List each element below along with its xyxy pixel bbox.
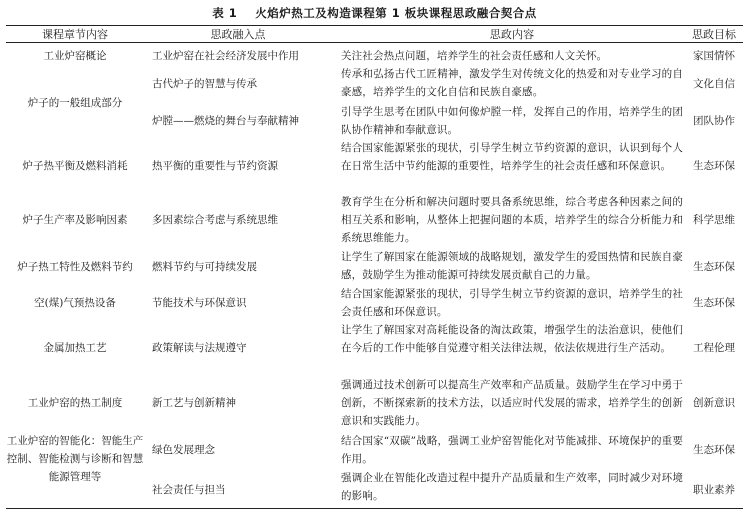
point-cell: 节能技术与环保意识 xyxy=(152,297,247,309)
goal-cell: 生态环保 xyxy=(693,160,735,172)
content-cell: 让学生了解国家对高耗能设备的淘汰政策，增强学生的法治意识，使他们在今后的工作中能够自觉遵守相关法律法规，依法依规进行生产活动。 xyxy=(341,324,683,354)
table-caption xyxy=(0,5,749,21)
goal-cell: 科学思维 xyxy=(693,214,735,226)
chapter-cell: 空(煤)气预热设备 xyxy=(34,297,116,309)
content-cell: 强调通过技术创新可以提高生产效率和产品质量。鼓励学生在学习中勇于创新，不断探索新的技术方法，以适应时代发展的需求，培养学生的创新意识和实践能力。 xyxy=(341,379,683,427)
point-cell: 古代炉子的智慧与传承 xyxy=(152,78,257,90)
header-rule xyxy=(6,42,743,43)
content-cell: 传承和弘扬古代工匠精神，激发学生对传统文化的热爱和对专业学习的自豪感，培养学生的文化自信和民族自豪感。 xyxy=(341,68,683,98)
point-cell: 政策解读与法规遵守 xyxy=(152,342,247,354)
goal-cell: 生态环保 xyxy=(693,444,735,456)
goal-cell: 团队协作 xyxy=(693,115,735,127)
goal-cell: 工程伦理 xyxy=(693,342,735,354)
chapter-cell: 金属加热工艺 xyxy=(43,342,107,354)
content-cell: 教育学生在分析和解决问题时要具备系统思维，综合考虑各种因素之间的相互关系和影响，从整体上把握问题的本质，培养学生的综合分析能力和系统思维能力。 xyxy=(341,196,683,244)
point-cell: 新工艺与创新精神 xyxy=(152,397,236,409)
chapter-cell: 工业炉窑的智能化：智能生产控制、智能检测与诊断和智慧能源管理等 xyxy=(6,435,144,483)
content-cell: 强调企业在智能化改造过程中提升产品质量和生产效率，同时减少对环境的影响。 xyxy=(341,472,683,502)
content-cell: 结合国家“双碳”战略，强调工业炉窑智能化对节能减排、环境保护的重要作用。 xyxy=(341,435,683,465)
header-chapter: 课程章节内容 xyxy=(42,28,108,41)
chapter-cell: 炉子的一般组成部分 xyxy=(27,97,123,109)
point-cell: 炉膛——燃烧的舞台与奉献精神 xyxy=(152,115,299,127)
table-label: 表 1 xyxy=(212,6,238,20)
content-cell: 结合国家能源紧张的现状，引导学生树立节约资源的意识，认识到每个人在日常生活中节约能源的重要性，培养学生的社会责任感和环保意识。 xyxy=(341,142,683,172)
goal-cell: 生态环保 xyxy=(693,297,735,309)
point-cell: 绿色发展理念 xyxy=(152,444,215,456)
content-cell: 关注社会热点问题，培养学生的社会责任感和人文关怀。 xyxy=(341,50,608,62)
header-point: 思政融入点 xyxy=(210,28,266,41)
chapter-cell: 炉子生产率及影响因素 xyxy=(22,214,128,226)
header-content: 思政内容 xyxy=(489,28,535,41)
chapter-cell: 工业炉窑概论 xyxy=(43,50,107,62)
content-cell: 让学生了解国家在能源领域的战略规划，激发学生的爱国热情和民族自豪感，鼓励学生为推动能源可持续发展贡献自己的力量。 xyxy=(341,251,683,281)
point-cell: 燃料节约与可持续发展 xyxy=(152,261,257,273)
goal-cell: 创新意识 xyxy=(693,397,735,409)
header-goal: 思政目标 xyxy=(692,28,736,41)
chapter-cell: 工业炉窑的热工制度 xyxy=(27,397,123,409)
bottom-rule xyxy=(6,508,743,509)
table-title: 火焰炉热工及构造课程第 1 板块课程思政融合契合点 xyxy=(255,6,537,20)
point-cell: 热平衡的重要性与节约资源 xyxy=(152,160,278,172)
goal-cell: 生态环保 xyxy=(693,261,735,273)
content-cell: 引导学生思考在团队中如何像炉膛一样，发挥自己的作用，培养学生的团队协作精神和奉献意识。 xyxy=(341,106,683,136)
chapter-cell: 炉子热工特性及燃料节约 xyxy=(17,261,133,273)
goal-cell: 家国情怀 xyxy=(693,50,735,62)
chapter-cell: 炉子热平衡及燃料消耗 xyxy=(22,160,128,172)
content-cell: 结合国家能源紧张的现状，引导学生树立节约资源的意识，培养学生的社会责任感和环保意识。 xyxy=(341,288,683,318)
point-cell: 工业炉窑在社会经济发展中作用 xyxy=(152,50,299,62)
point-cell: 多因素综合考虑与系统思维 xyxy=(152,214,278,226)
point-cell: 社会责任与担当 xyxy=(152,484,226,496)
goal-cell: 文化自信 xyxy=(693,78,735,90)
goal-cell: 职业素养 xyxy=(693,484,735,496)
